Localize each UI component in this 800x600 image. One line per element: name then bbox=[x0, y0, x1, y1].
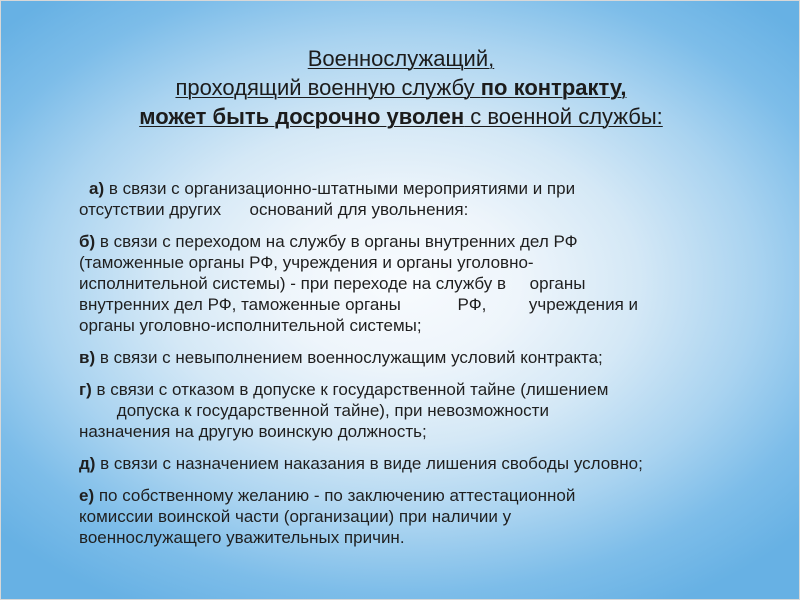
title-line-2-bold: по контракту, bbox=[480, 75, 627, 100]
list-item-line: отсутствии других оснований для увольнения: bbox=[79, 200, 469, 219]
list-item-line: исполнительной системы) - при переходе на службу в органы bbox=[79, 274, 586, 293]
title-line-1 bbox=[61, 44, 741, 73]
list-item-line: назначения на другую воинскую должность; bbox=[79, 422, 427, 441]
title-line-3 bbox=[61, 102, 741, 131]
list-item-line bbox=[79, 379, 749, 400]
list-item-text: по собственному желанию - по заключению аттестационной bbox=[94, 486, 576, 505]
list-item-marker: в) bbox=[79, 348, 96, 367]
slide-title bbox=[61, 44, 741, 131]
list-item-line bbox=[79, 453, 749, 474]
list-item-v bbox=[79, 347, 749, 368]
list-item-line bbox=[79, 485, 749, 506]
grounds-list bbox=[79, 178, 749, 559]
list-item-line: военнослужащего уважительных причин. bbox=[79, 528, 405, 547]
list-item-line: органы уголовно-исполнительной системы; bbox=[79, 316, 422, 335]
list-item-marker: е) bbox=[79, 486, 95, 505]
title-line-2 bbox=[61, 73, 741, 102]
list-item-line bbox=[79, 347, 749, 368]
list-item-marker: г) bbox=[79, 380, 92, 399]
list-item-d bbox=[79, 453, 749, 474]
list-item-line: комиссии воинской части (организации) при наличии у bbox=[79, 507, 512, 526]
list-item-marker: д) bbox=[79, 454, 96, 473]
list-item-line: (таможенные органы РФ, учреждения и органы уголовно- bbox=[79, 253, 534, 272]
list-item-line bbox=[79, 231, 749, 252]
list-item-text: в связи с назначением наказания в виде лишения свободы условно; bbox=[95, 454, 643, 473]
list-item-line bbox=[79, 178, 749, 199]
title-line-1-text: Военнослужащий, bbox=[307, 46, 495, 71]
list-item-text: в связи с переходом на службу в органы внутренних дел РФ bbox=[95, 232, 578, 251]
list-item-text: в связи с отказом в допуске к государственной тайне (лишением bbox=[91, 380, 609, 399]
list-item-a bbox=[79, 178, 749, 220]
title-line-3-text: с военной службы: bbox=[464, 104, 663, 129]
list-item-marker: а) bbox=[89, 179, 105, 198]
title-line-2-text: проходящий военную службу bbox=[175, 75, 481, 100]
list-item-line: внутренних дел РФ, таможенные органы РФ, учреждения и bbox=[79, 295, 638, 314]
list-item-g bbox=[79, 379, 749, 442]
list-item-e bbox=[79, 485, 749, 548]
list-item-text: в связи с невыполнением военнослужащим условий контракта; bbox=[95, 348, 603, 367]
list-item-b bbox=[79, 231, 749, 336]
title-line-3-bold: может быть досрочно уволен bbox=[139, 104, 465, 129]
list-item-line: допуска к государственной тайне), при невозможности bbox=[79, 401, 549, 420]
list-item-text: в связи с организационно-штатными мероприятиями и при bbox=[104, 179, 576, 198]
list-item-marker: б) bbox=[79, 232, 96, 251]
